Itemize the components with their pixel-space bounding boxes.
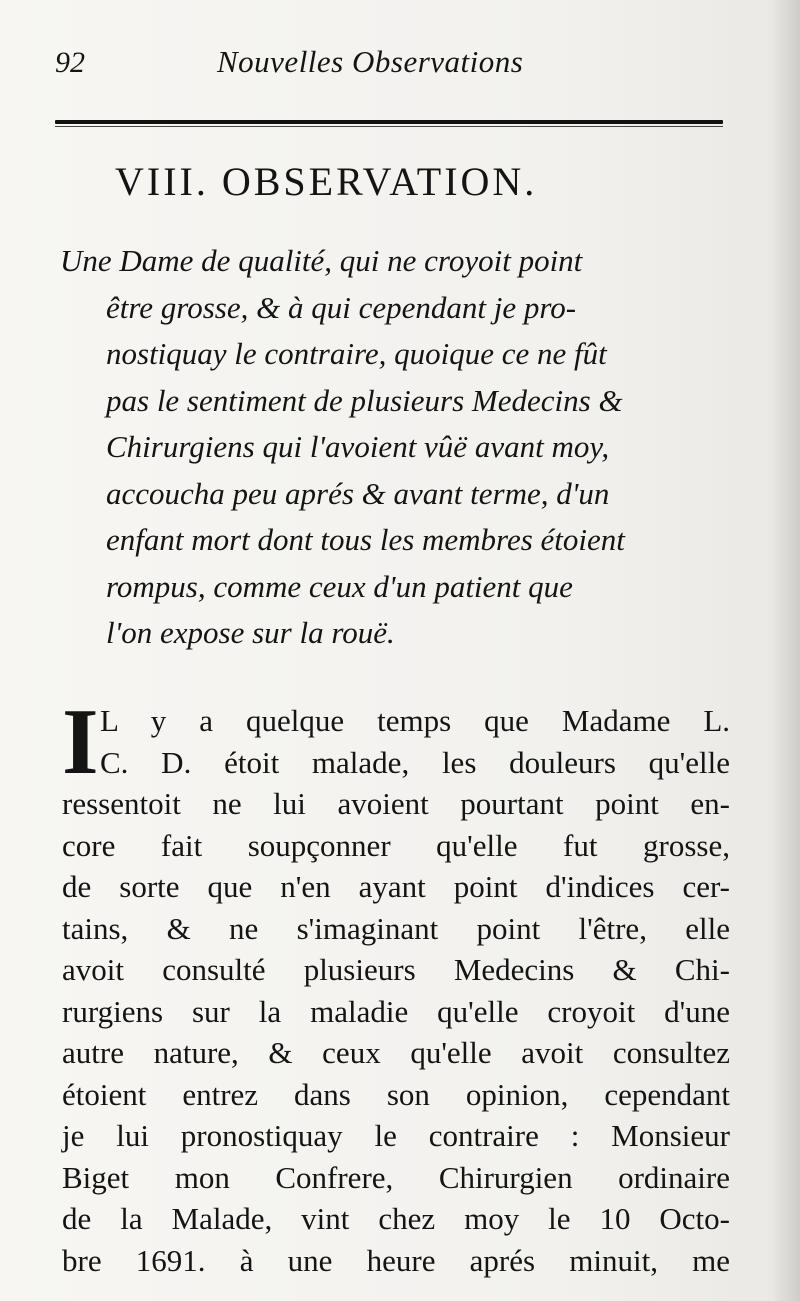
summary-line: pas le sentiment de plusieurs Medecins &: [106, 382, 623, 418]
summary-line: l'on expose sur la rouë.: [106, 615, 395, 650]
summary-line: accoucha peu aprés & avant terme, d'un: [106, 475, 610, 511]
header-rule-thin: [55, 126, 723, 127]
body-line: C. D. étoit malade, les douleurs qu'elle: [100, 744, 730, 780]
body-line: bre 1691. à une heure aprés minuit, me: [62, 1242, 730, 1278]
observation-summary: [60, 238, 730, 657]
body-line: Biget mon Confrere, Chirurgien ordinaire: [62, 1159, 730, 1195]
summary-line: rompus, comme ceux d'un patient que: [106, 568, 573, 604]
page-edge-shadow: [770, 0, 800, 1301]
body-line: L y a quelque temps que Madame L.: [100, 703, 730, 738]
summary-line: Chirurgiens qui l'avoient vûë avant moy,: [106, 429, 610, 464]
body-text: [62, 690, 730, 1281]
summary-line: Une Dame de qualité, qui ne croyoit point: [60, 243, 583, 278]
body-line: de sorte que n'en ayant point d'indices cer-: [62, 869, 730, 904]
body-line: je lui pronostiquay le contraire : Monsieur: [62, 1118, 730, 1153]
page-number: 92: [55, 46, 85, 79]
summary-line: nostiquay le contraire, quoique ce ne fût: [106, 336, 607, 371]
body-line: avoit consulté plusieurs Medecins & Chi-: [62, 952, 730, 987]
running-header: [55, 40, 725, 90]
body-line: core fait soupçonner qu'elle fut grosse,: [62, 827, 730, 863]
body-line: tains, & ne s'imaginant point l'être, elle: [62, 910, 730, 946]
body-line: étoient entrez dans son opinion, cependant: [62, 1076, 730, 1112]
drop-cap: I: [62, 690, 99, 794]
observation-heading: VIII. OBSERVATION.: [115, 159, 538, 204]
body-line: de la Malade, vint chez moy le 10 Octo-: [62, 1201, 730, 1236]
body-line: autre nature, & ceux qu'elle avoit consultez: [62, 1035, 730, 1070]
summary-line: être grosse, & à qui cependant je pro-: [106, 289, 577, 325]
header-rule: [55, 120, 723, 124]
body-line: ressentoit ne lui avoient pourtant point en-: [62, 786, 730, 821]
running-title: Nouvelles Observations: [217, 44, 524, 79]
body-line: rurgiens sur la maladie qu'elle croyoit d'une: [62, 993, 730, 1029]
summary-line: enfant mort dont tous les membres étoient: [106, 522, 625, 557]
